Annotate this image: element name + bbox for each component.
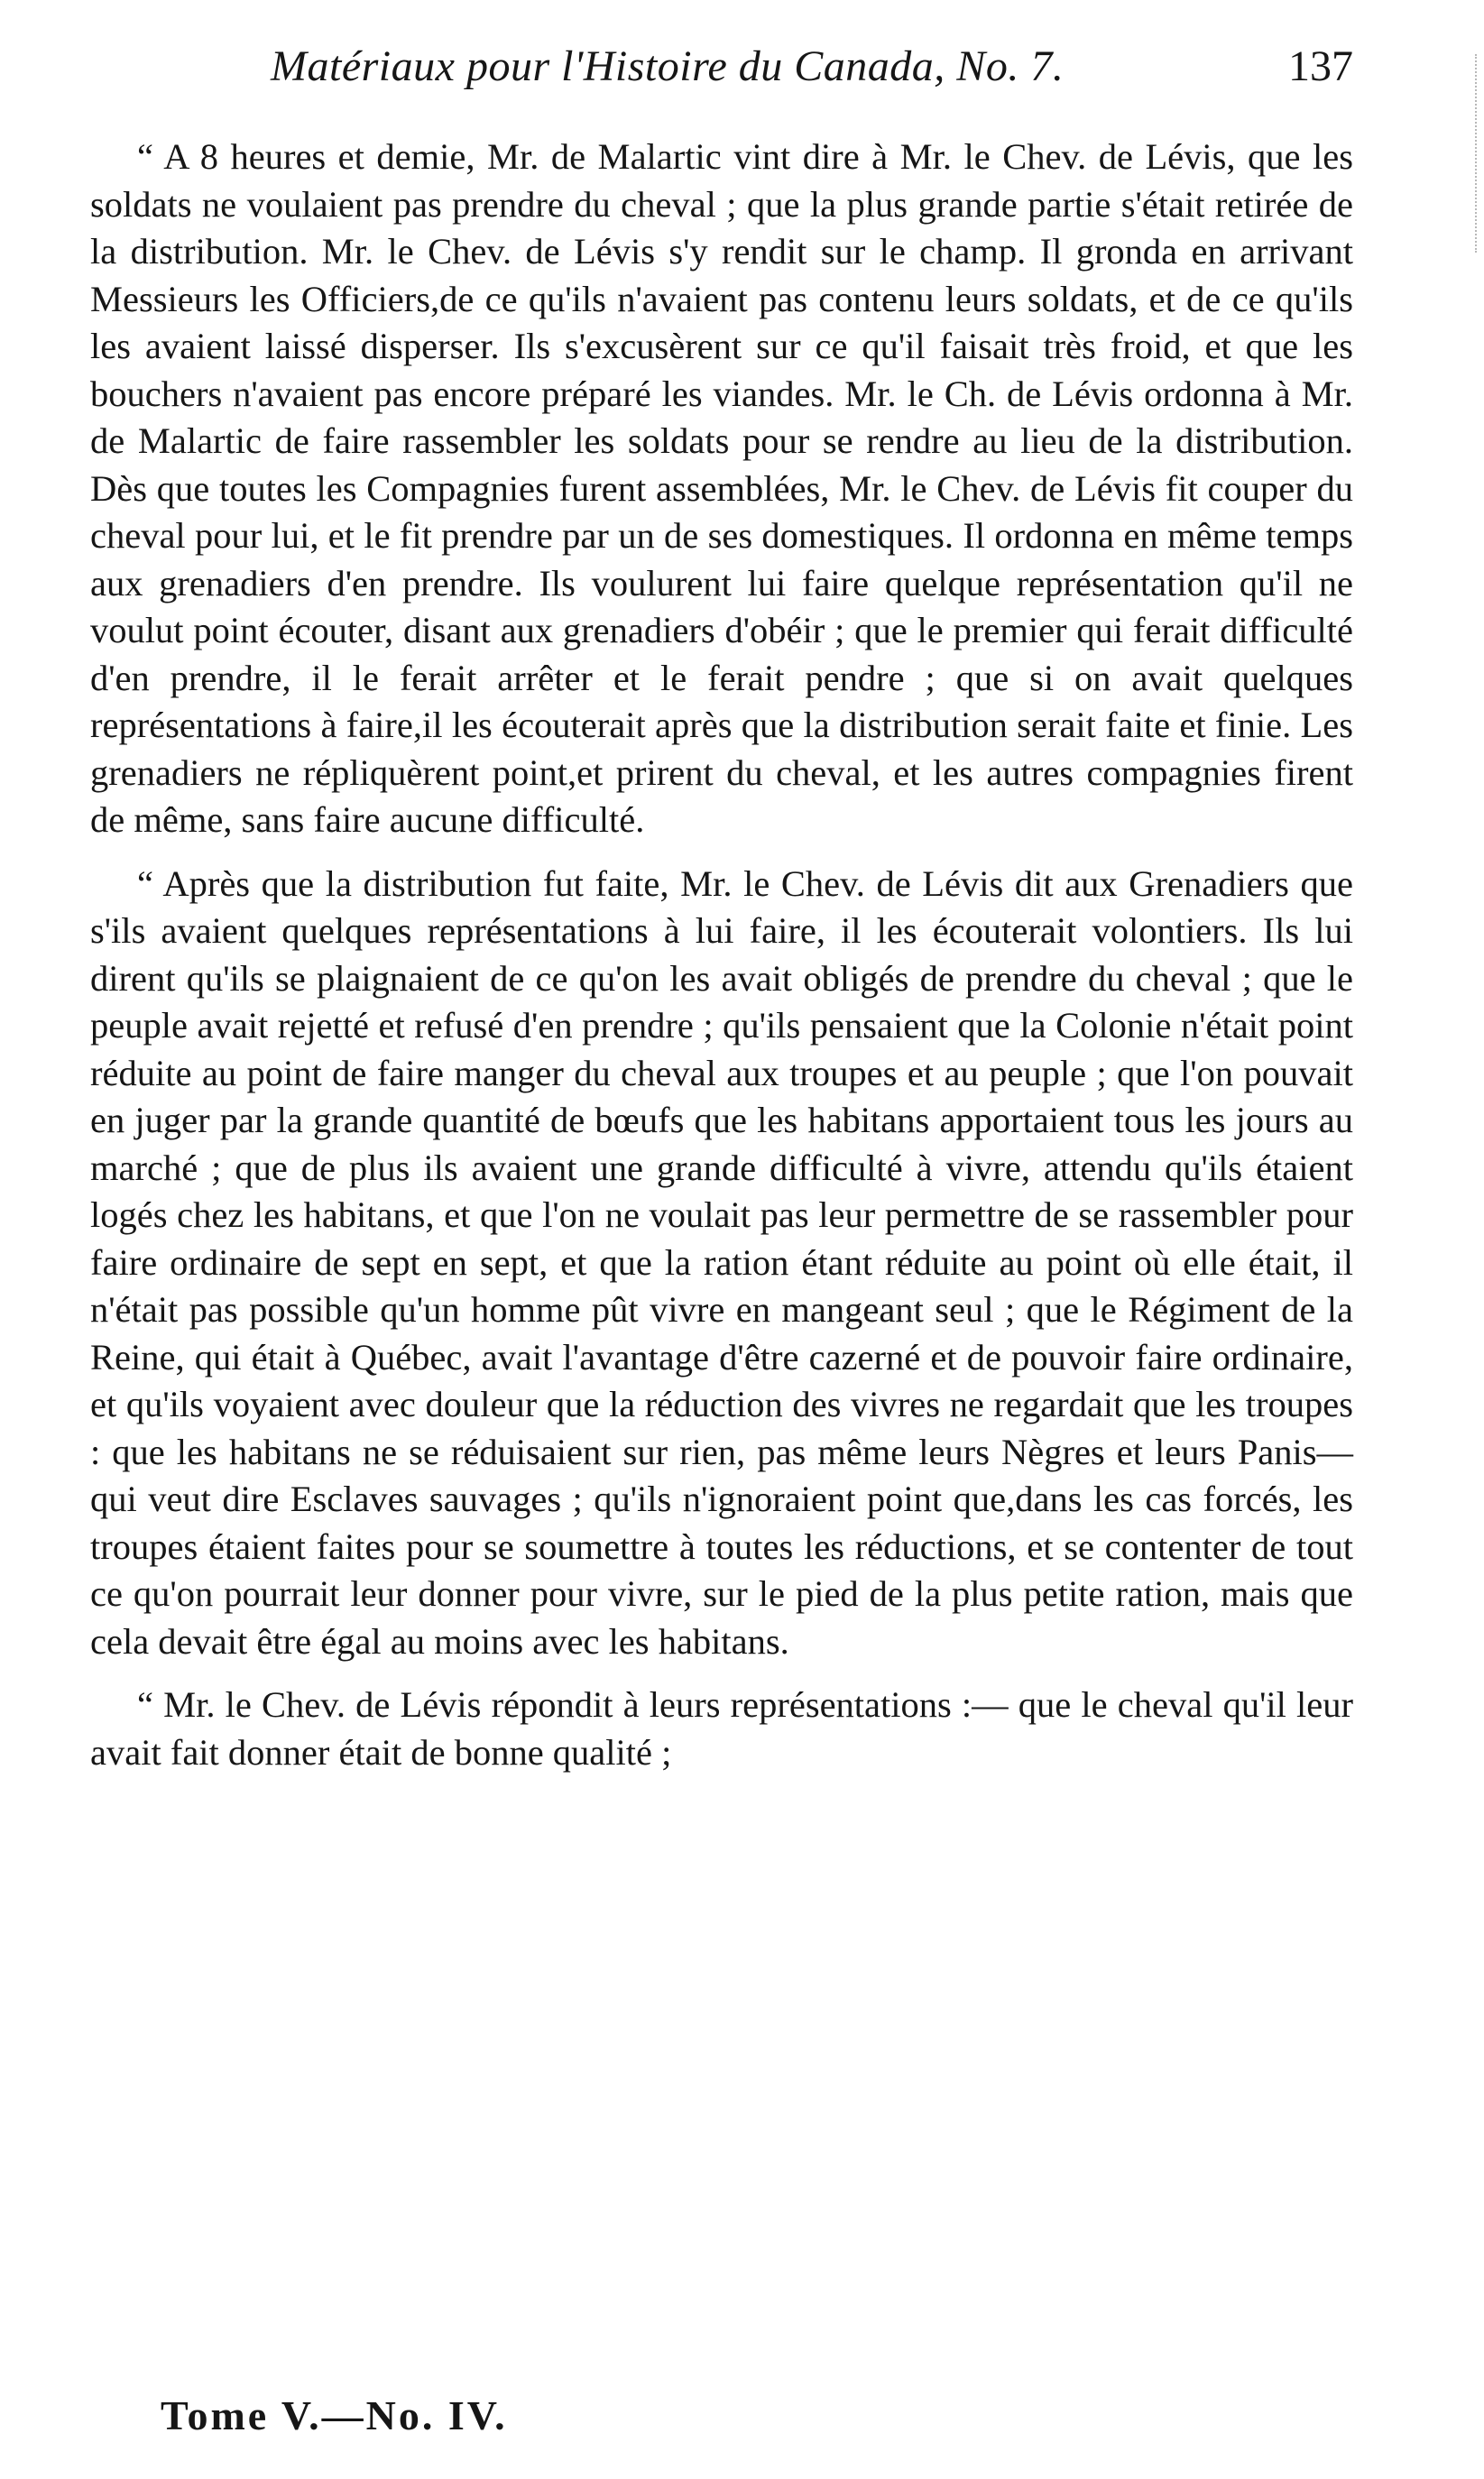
signature-mark: Tome V.—No. IV. — [161, 2392, 508, 2438]
paragraph-2: “ Après que la distribution fut faite, Mr. le Chev. de Lévis dit aux Grenadiers que s'ils avaient quelques représentations à lui faire, il les écouterait volontiers. Ils lui dirent qu'ils se plaignaient de ce qu'on les avait obligés de prendre du cheval ; que le peuple avait rejetté et refusé d'en prendre ; qu'ils pensaient que la Colonie n'était point réduite au point de faire manger du cheval aux troupes et au peuple ; que l'on pouvait en juger par la grande quantité de bœufs que les habitans apportaient tous les jours au marché ; que de plus ils avaient une grande difficulté à vivre, attendu qu'ils étaient logés chez les habitans, et que l'on ne voulait pas leur permettre de se rassembler pour faire ordinaire de sept en sept, et que la ration étant réduite au point où elle était, il n'était pas possible qu'un homme pût vivre en mangeant seul ; que le Régiment de la Reine, qui était à Québec, avait l'avantage d'être cazerné et de pouvoir faire ordinaire, et qu'ils voyaient avec douleur que la réduction des vivres ne regardait que les troupes : que les habitans ne se réduisaient sur rien, pas même leurs Nègres et leurs Panis—qui veut dire Esclaves sauvages ; qu'ils n'ignoraient point que,dans les cas forcés, les troupes étaient faites pour se soumettre à toutes les réductions, et se contenter de tout ce qu'on pourrait leur donner pour vivre, sur le pied de la plus petite ration, mais que cela devait être égal au moins avec les habitans. — [90, 862, 1353, 1662]
page-edge-mark — [1473, 54, 1477, 253]
book-page — [90, 36, 1353, 2454]
page-number: 137 — [1288, 42, 1353, 90]
paragraph-1: “ A 8 heures et demie, Mr. de Malartic vint dire à Mr. le Chev. de Lévis, que les soldats ne voulaient pas prendre du cheval ; que la plus grande partie s'était retirée de la distribution. Mr. le Chev. de Lévis s'y rendit sur le champ. Il gronda en arrivant Messieurs les Officiers,de ce qu'ils n'avaient pas contenu leurs soldats, et de ce qu'ils les avaient laissé disperser. Ils s'excusèrent sur ce qu'il faisait très froid, et que les bouchers n'avaient pas encore préparé les viandes. Mr. le Ch. de Lévis ordonna à Mr. de Malartic de faire rassembler les soldats pour se rendre au lieu de la distribution. Dès que toutes les Compagnies furent assemblées, Mr. le Chev. de Lévis fit couper du cheval pour lui, et le fit prendre par un de ses domestiques. Il ordonna en même temps aux grenadiers d'en prendre. Ils voulurent lui faire quelque représentation qu'il ne voulut point écouter, disant aux grenadiers d'obéir ; que le premier qui ferait difficulté d'en prendre, il le ferait arrêter et le ferait pendre ; que si on avait quelques représentations à faire,il les écouterait après que la distribution serait faite et finie. Les grenadiers ne répliquèrent point,et prirent du cheval, et les autres compagnies firent de même, sans faire aucune difficulté. — [90, 136, 1353, 840]
running-head — [90, 36, 1353, 117]
body-text — [90, 134, 1353, 1792]
running-title: Matériaux pour l'Histoire du Canada, No. 7. — [271, 42, 1065, 90]
paragraph-3: “ Mr. le Chev. de Lévis répondit à leurs représentations :— que le cheval qu'il leur avait fait donner était de bonne qualité ; — [90, 1684, 1353, 1773]
